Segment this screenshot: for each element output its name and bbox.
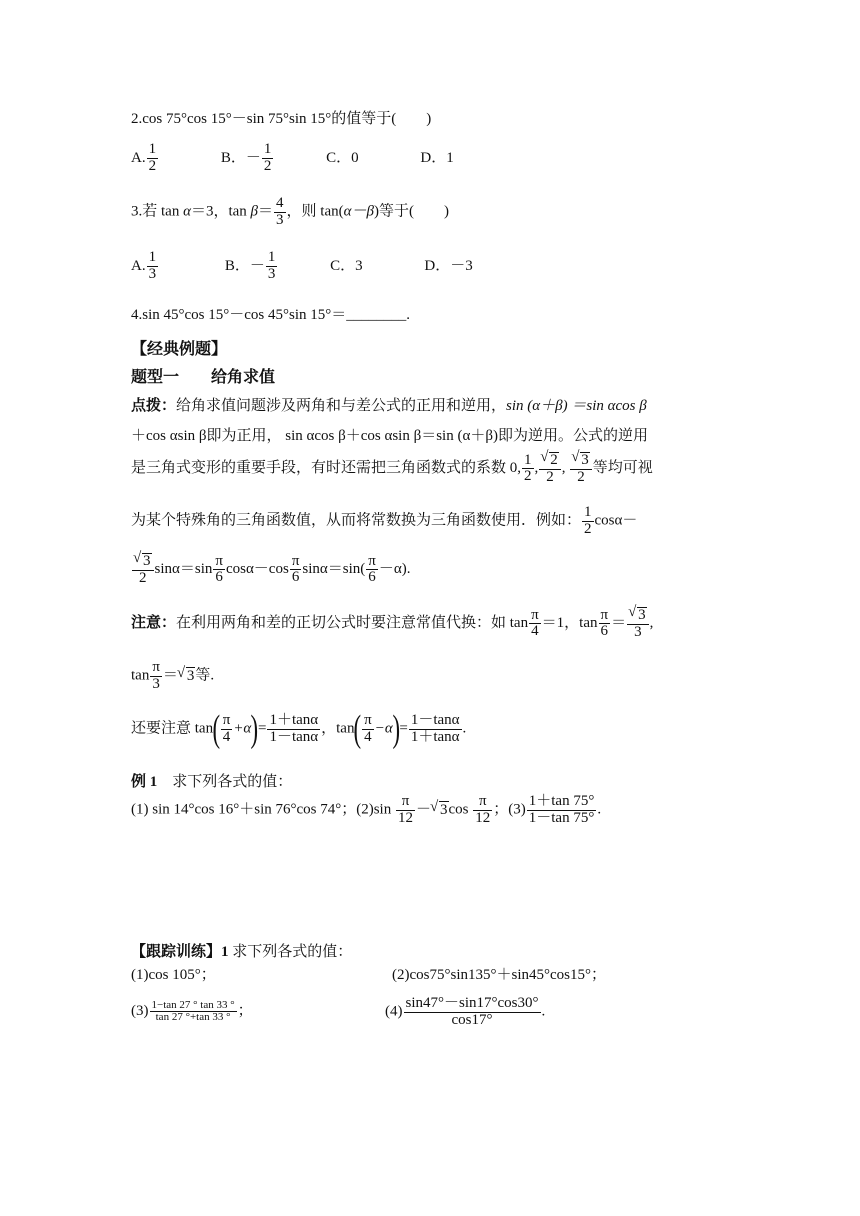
tip-line-4: 为某个特殊角的三角函数值，从而将常数换为三角函数使用．例如： $\frac{1}{2}$ cosα－ bbox=[131, 504, 638, 537]
example-1-title: 例 1 求下列各式的值： bbox=[131, 774, 293, 790]
tip-line-5: √ $\frac{3}{2}$ sinα＝sin $\frac{\pi}{6}$ cosα－cos $\frac{\pi}{6}$ sinα＝sin( $\frac{\pi}{6}$ －α). bbox=[131, 553, 410, 587]
tip-line-2: ＋cos αsin β即为正用， sin αcos β＋cos αsin β＝sin (α＋β)即为逆用。公式的逆用 bbox=[131, 428, 648, 444]
note-line-2: tan $\frac{\pi}{3}$ ＝√ 3等. bbox=[131, 660, 214, 693]
tracking-item-2: (2)cos75°sin135°＋sin45°cos15°； bbox=[392, 967, 606, 983]
also-note-line: 还要注意 tan( $\frac{\pi}{4}$ +α)= $\frac{1+\tan\alpha}{1-\tan\alpha}$ ，tan( $\frac{\pi}{4}$ −α)= $\frac{1-\tan\alpha}{1+\tan\alpha}$ . bbox=[131, 708, 467, 750]
tracking-item-3: (3) $\frac{1-\tan 27 ^\circ \tan 33 ^\circ}{\tan 27 ^\circ+\tan 33 ^\circ}$ ； bbox=[131, 998, 253, 1024]
tip-line-3: 是三角式变形的重要手段，有时还需把三角函数式的系数 0, $\frac{1}{2}$ , √ $\frac{2}{2}$ , √ $\frac{3}{2}$ 等均可视 bbox=[131, 452, 653, 486]
tracking-item-1: (1)cos 105°； bbox=[131, 967, 216, 983]
option-b: B．－ $\frac{1}{2}$ bbox=[220, 141, 272, 174]
note-line-1: 注意：在利用两角和差的正切公式时要注意常值代换：如 tan $\frac{\pi}{4}$ ＝1，tan $\frac{\pi}{6}$ ＝ √ $\frac{3}{3}$ , bbox=[131, 607, 653, 641]
option-a: A. $\frac{1}{2}$ bbox=[131, 141, 157, 174]
option-a: A. $\frac{1}{3}$ bbox=[131, 249, 157, 282]
option-d: D．－3 bbox=[424, 257, 473, 274]
option-c: C．3 bbox=[330, 257, 363, 274]
question-3-stem: 3.若 tan α＝3，tan β＝ $\frac{4}{3}$ ，则 tan(α－β)等于( ) bbox=[131, 195, 449, 228]
option-b: B．－ $\frac{1}{3}$ bbox=[224, 249, 276, 282]
question-4-stem: 4.sin 45°cos 15°－cos 45°sin 15°＝________. bbox=[131, 307, 410, 323]
tracking-practice-title: 【跟踪训练】1 求下列各式的值： bbox=[131, 944, 353, 960]
option-d: D．1 bbox=[420, 149, 454, 166]
option-c: C．0 bbox=[326, 149, 359, 166]
question-2-options bbox=[131, 142, 454, 175]
question-type-1: 题型一 给角求值 bbox=[131, 369, 276, 386]
section-title: 【经典例题】 bbox=[131, 341, 228, 358]
example-1-items: (1) sin 14°cos 16°＋sin 76°cos 74°；(2)sin $\frac{\pi}{12}$ －√ 3cos $\frac{\pi}{12}$ ；(3) $\frac{1+\tan 75^\circ}{1-\tan 75^\circ}$ . bbox=[131, 794, 601, 827]
question-3-options bbox=[131, 250, 473, 283]
tip-line-1: 点拨：给角求值问题涉及两角和与差公式的正用和逆用，sin (α＋β) ＝sin αcos β bbox=[131, 398, 647, 414]
tracking-item-4: (4) $\frac{\sin 47^\circ-\sin 17^\circ\cos 30^\circ}{\cos 17^\circ}$ . bbox=[385, 995, 546, 1028]
question-2-stem: 2.cos 75°cos 15°－sin 75°sin 15°的值等于( ) bbox=[131, 111, 432, 127]
